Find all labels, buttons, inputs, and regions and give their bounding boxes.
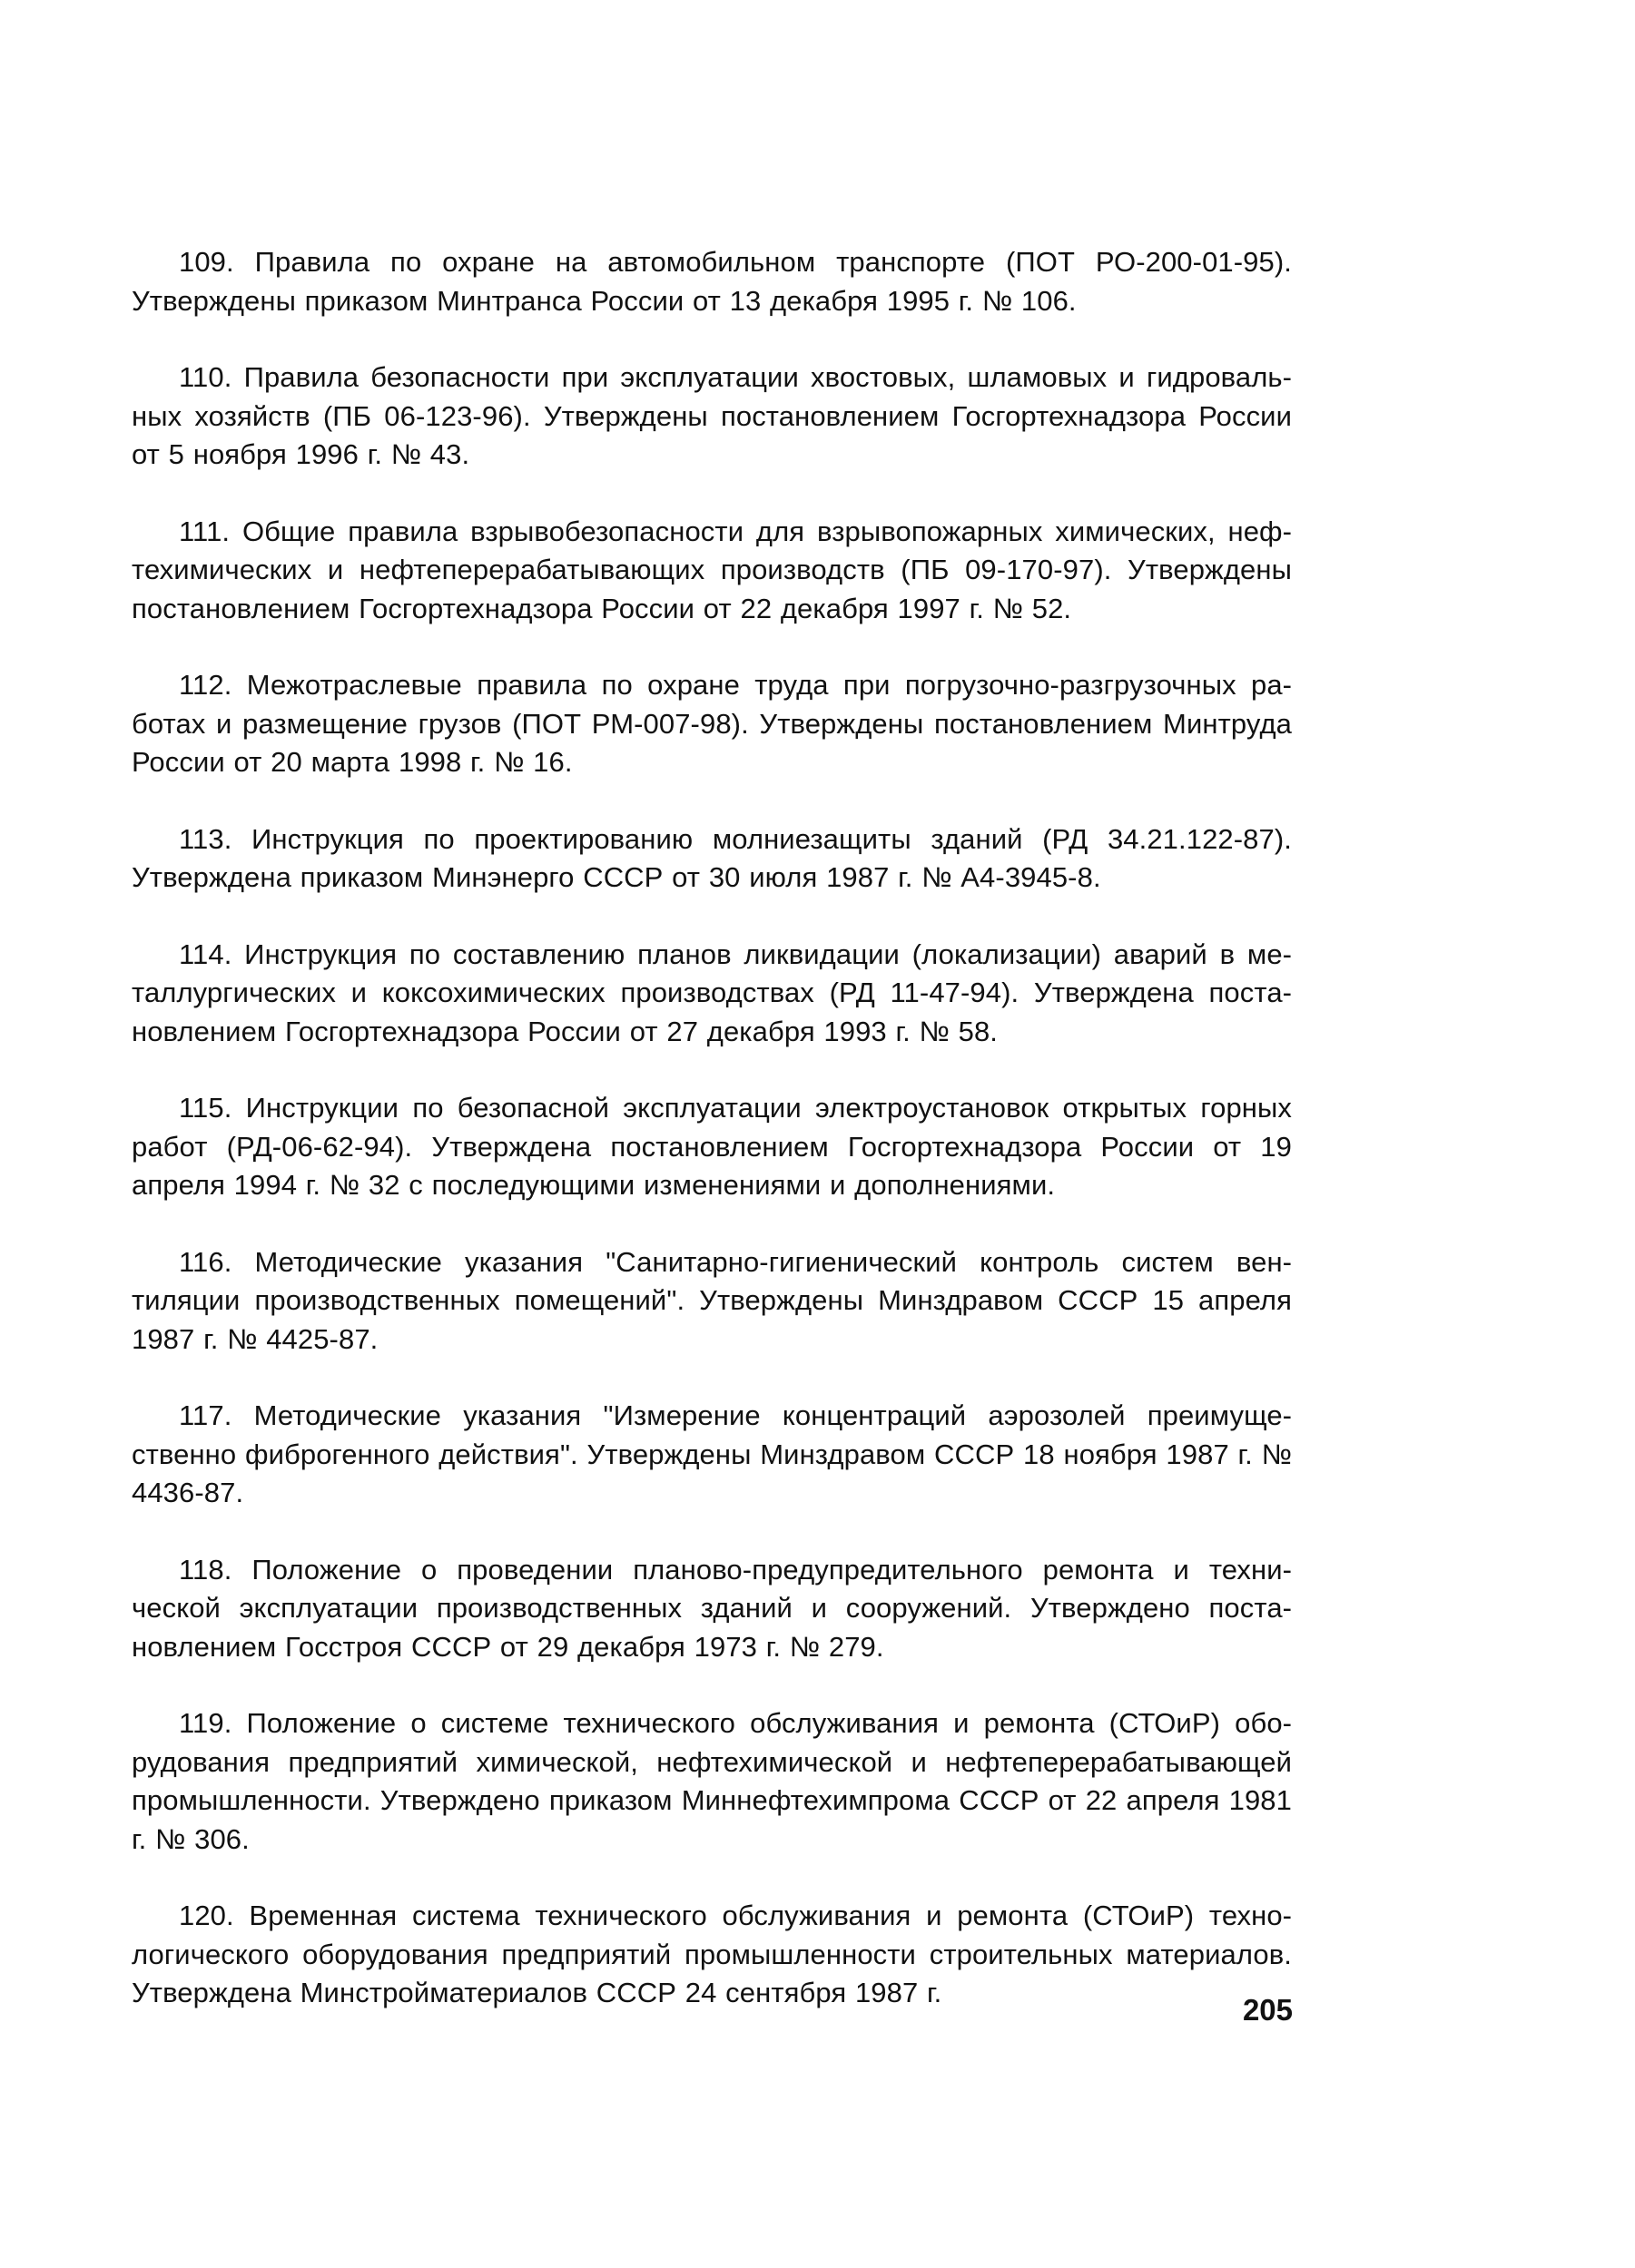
list-item-113: 113. Инструкция по проектированию молниезащиты зданий (РД 34.21.122-87). Утверждена приказом Минэнерго СССР от 30 июля 1987 г. № А4-3945-8. — [132, 822, 1292, 893]
list-item-117: 117. Методические указания "Измерение концентраций аэрозолей преимущественно фиброгенного действия". Утверждены Минздравом СССР 18 ноября 1987 г. № 4436-87. — [132, 1399, 1292, 1508]
list-item-110: 110. Правила безопасности при эксплуатации хвостовых, шламовых и гидровальных хозяйств (ПБ 06-123-96). Утверждены постановлением Госгортехнадзора России от 5 ноября 1996 г. № 43. — [132, 361, 1292, 470]
list-item-116: 116. Методические указания "Санитарно-гигиенический контроль систем вентиляции производственных помещений". Утверждены Минздравом СССР 15 апреля 1987 г. № 4425-87. — [132, 1245, 1292, 1355]
list-item-115: 115. Инструкции по безопасной эксплуатации электроустановок открытых горных работ (РД-06-62-94). Утверждена постановлением Госгортехнадзора России от 19 апреля 1994 г. № 32 с последующими изменениями и дополнениями. — [132, 1092, 1292, 1201]
list-item-114: 114. Инструкция по составлению планов ликвидации (локализации) аварий в металлургических и коксохимических производствах (РД 11-47-94). Утверждена постановлением Госгортехнадзора России от 27 декабря 1993 г. № 58. — [132, 938, 1292, 1047]
list-item-118: 118. Положение о проведении планово-предупредительного ремонта и технической эксплуатации производственных зданий и сооружений. Утверждено постановлением Госстроя СССР от 29 декабря 1973 г. № 279. — [132, 1553, 1292, 1663]
list-item-109: 109. Правила по охране на автомобильном транспорте (ПОТ РО-200-01-95). Утверждены приказом Минтранса России от 13 декабря 1995 г. № 106. — [132, 246, 1292, 317]
list-item-112: 112. Межотраслевые правила по охране труда при погрузочно-разгрузочных работах и размещение грузов (ПОТ РМ-007-98). Утверждены постановлением Минтруда России от 20 марта 1998 г. № 16. — [132, 669, 1292, 778]
list-item-119: 119. Положение о системе технического обслуживания и ремонта (СТОиР) оборудования предприятий химической, нефтехимической и нефтеперерабатывающей промышленности. Утверждено приказом Миннефтехимпрома СССР от 22 апреля 1981 г. № 306. — [132, 1707, 1292, 1855]
list-item-120: 120. Временная система технического обслуживания и ремонта (СТОиР) технологического оборудования предприятий промышленности строительных материалов. Утверждена Минстройматериалов СССР 24 сентября 1987 г. — [132, 1900, 1292, 2008]
page-number: 205 — [1242, 1993, 1293, 2027]
regulation-list — [132, 243, 1292, 2051]
list-item-111: 111. Общие правила взрывобезопасности для взрывопожарных химических, нефтехимических и нефтеперерабатывающих производств (ПБ 09-170-97). Утверждены постановлением Госгортехнадзора России от 22 декабря 1997 г. № 52. — [132, 515, 1292, 624]
